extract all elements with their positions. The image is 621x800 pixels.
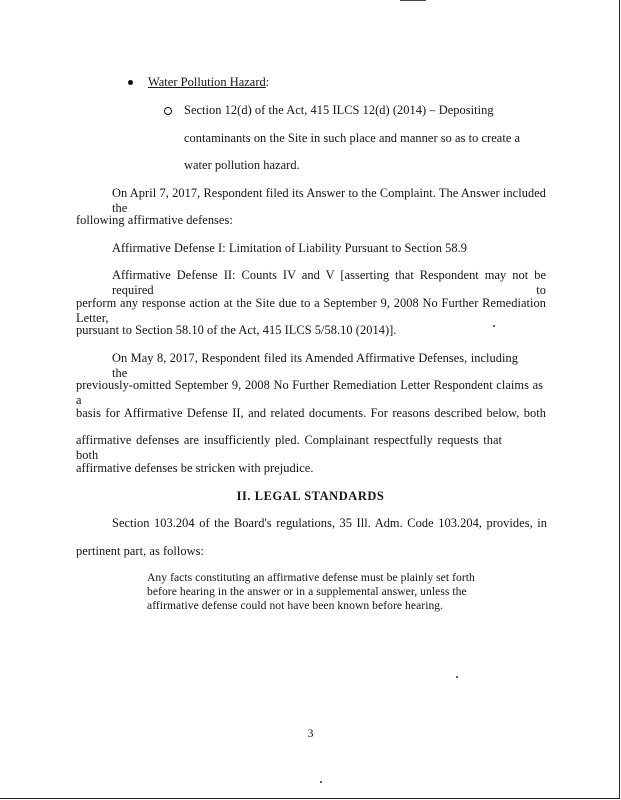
paragraph-line: Section 103.204 of the Board's regulations, 35 Ill. Adm. Code 103.204, provides, in (112, 516, 547, 530)
sub-bullet-line: Section 12(d) of the Act, 415 ILCS 12(d) (2014) – Depositing (184, 103, 494, 117)
scan-speck (456, 676, 458, 678)
block-quote-line: affirmative defense could not have been known before hearing. (147, 599, 444, 612)
bullet-heading-text: Water Pollution Hazard (148, 75, 266, 89)
sub-bullet-circle (164, 107, 172, 115)
scan-speck (320, 781, 322, 783)
scan-mark (400, 0, 426, 1)
page-number: 3 (307, 726, 314, 740)
sub-bullet-line: water pollution hazard. (184, 158, 300, 172)
block-quote-line: Any facts constituting an affirmative defense must be plainly set forth (147, 571, 475, 584)
affirmative-defense-2-line: perform any response action at the Site due to a September 9, 2008 No Further Remediation Letter, (76, 296, 546, 325)
paragraph-line: On April 7, 2017, Respondent filed its Answer to the Complaint. The Answer included the (112, 186, 546, 215)
paragraph-line: previously-omitted September 9, 2008 No Further Remediation Letter Respondent claims as a (76, 378, 543, 407)
section-heading: II. LEGAL STANDARDS (236, 489, 385, 503)
block-quote-line: before hearing in the answer or in a supplemental answer, unless the (147, 585, 467, 598)
affirmative-defense-2-line: pursuant to Section 58.10 of the Act, 415 ILCS 5/58.10 (2014)]. (76, 323, 397, 337)
bullet-heading-suffix: : (265, 75, 270, 89)
affirmative-defense-1: Affirmative Defense I: Limitation of Liability Pursuant to Section 58.9 (112, 241, 468, 255)
paragraph-line: affirmative defenses are insufficiently pled. Complainant respectfully requests that both (76, 433, 502, 462)
paragraph-line: affirmative defenses be stricken with prejudice. (76, 461, 314, 475)
paragraph-line: following affirmative defenses: (76, 213, 233, 227)
scan-speck (493, 325, 495, 327)
bullet-heading (148, 75, 269, 90)
paragraph-line: pertinent part, as follows: (76, 544, 204, 558)
bullet-dot (128, 80, 133, 85)
sub-bullet-line: contaminants on the Site in such place and manner so as to create a (184, 131, 521, 145)
affirmative-defense-2-line: Affirmative Defense II: Counts IV and V [asserting that Respondent may not be required to (112, 268, 546, 297)
paragraph-line: basis for Affirmative Defense II, and related documents. For reasons described below, both (76, 406, 546, 420)
paragraph-line: On May 8, 2017, Respondent filed its Amended Affirmative Defenses, including the (112, 351, 518, 380)
